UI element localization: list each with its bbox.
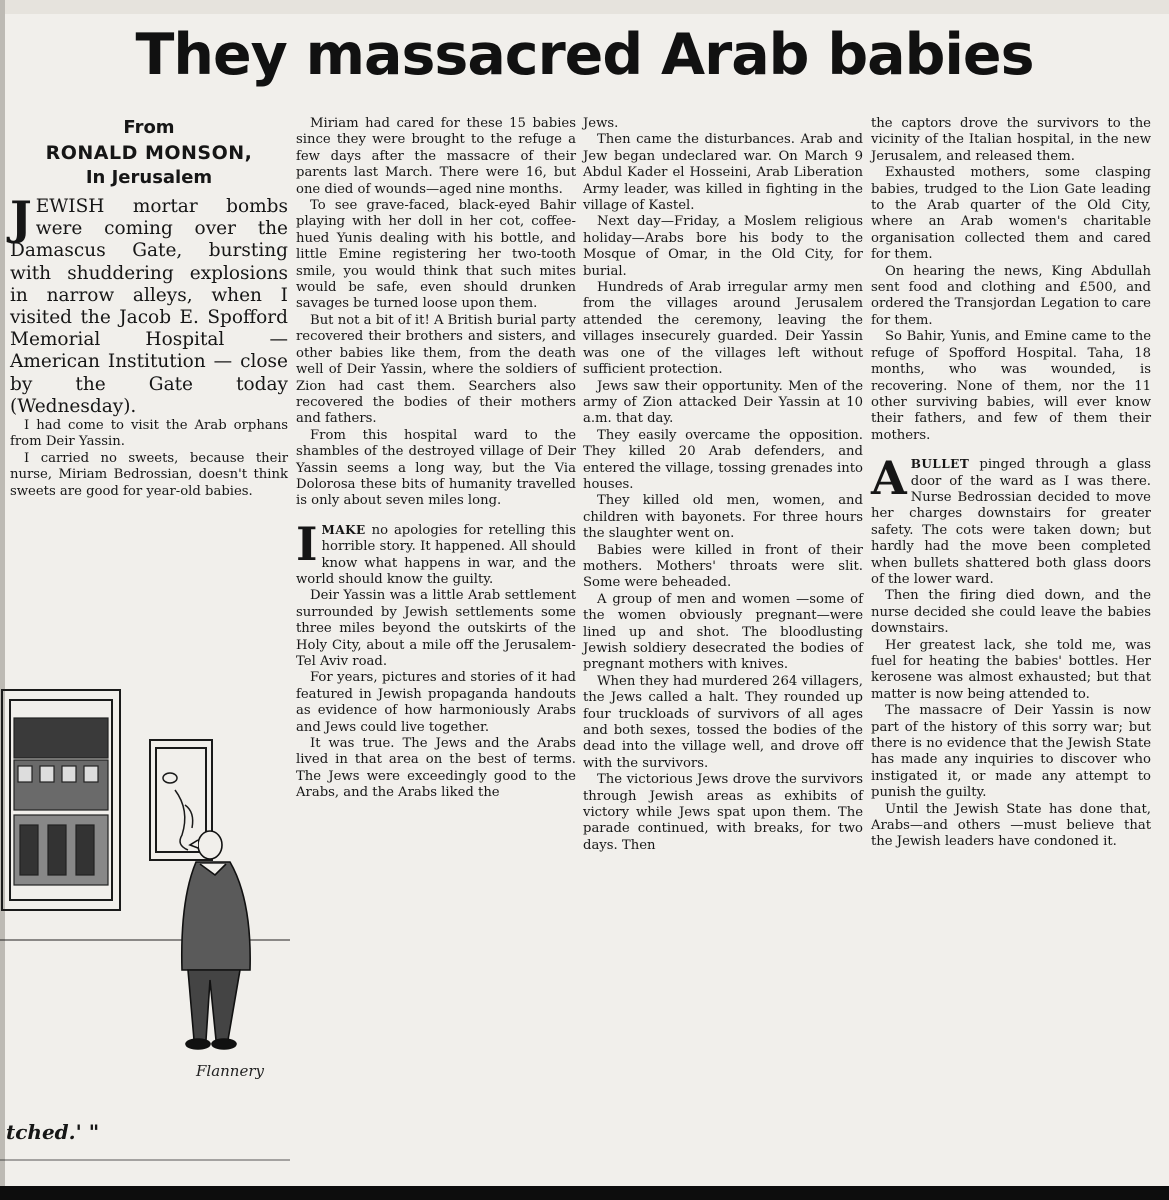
cartoon-illustration xyxy=(0,640,290,1185)
paragraph: From this hospital ward to the shambles of the destroyed village of Deir Yassin seems a long way, but the Via Dolorosa these bits of humanity travelled is only about seven miles long. xyxy=(296,427,576,509)
page-bottom-border xyxy=(0,1186,1169,1200)
cartoon-drawing xyxy=(0,640,290,1185)
cartoonist-signature: Flannery xyxy=(196,1062,264,1080)
lead-text: EWISH mortar bombs were coming over the Damascus Gate, bursting with shuddering explosions in narrow alleys, when I visited the Jacob E. Spofford Memorial Hospital — American Institution — close by the Gate today (Wednesday). xyxy=(10,196,288,417)
article-column-1 xyxy=(10,116,288,500)
paragraph: Then came the disturbances. Arab and Jew began undeclared war. On March 9 Abdul Kader el Hosseini, Arab Liberation Army leader, was killed in fighting in the village of Kastel. xyxy=(583,132,863,214)
byline-location: In Jerusalem xyxy=(85,167,213,188)
section-gap xyxy=(296,510,576,522)
paragraph: Jews saw their opportunity. Men of the army of Zion attacked Deir Yassin at 10 a.m. that day. xyxy=(583,378,863,427)
paragraph-dropcap xyxy=(296,516,576,589)
page-top-border xyxy=(0,0,1169,14)
cartoon-caption: tched.' " xyxy=(6,1120,100,1144)
paragraph: the captors drove the survivors to the vicinity of the Italian hospital, in the new Jerusalem, and released them. xyxy=(871,116,1151,164)
paragraph: I had come to visit the Arab orphans from Deir Yassin. xyxy=(10,418,288,450)
article-column-2 xyxy=(296,116,576,802)
paragraph: To see grave-faced, black-eyed Bahir playing with her doll in her cot, coffee-hued Yunis dealing with his bottle, and little Emine registering her two-tooth smile, you would think that such mites would be safe, even should drunken savages be turned loose upon them. xyxy=(296,198,576,312)
paragraph: Then the firing died down, and the nurse decided she could leave the babies downstairs. xyxy=(871,588,1151,637)
drop-cap: A xyxy=(871,451,907,506)
paragraph: Next day—Friday, a Moslem religious holiday—Arabs bore his body to the Mosque of Omar, in the Old City, for burial. xyxy=(583,214,863,279)
paragraph: Until the Jewish State has done that, Arabs—and others —must believe that the Jewish leaders have condoned it. xyxy=(871,801,1151,850)
paragraph: Jews. xyxy=(583,116,619,131)
article-column-3 xyxy=(583,116,863,854)
lead-paragraph xyxy=(10,191,288,418)
paragraph: They easily overcame the opposition. They killed 20 Arab defenders, and entered the village, tossing grenades into houses. xyxy=(583,427,863,492)
paragraph: Miriam had cared for these 15 babies since they were brought to the refuge a few days after the massacre of their parents last March. There were 16, but one died of wounds—aged nine months. xyxy=(296,116,576,197)
byline-from: From xyxy=(123,117,175,138)
paragraph: So Bahir, Yunis, and Emine came to the refuge of Spofford Hospital. Taha, 18 months, who was wounded, is recovering. None of them, nor the 11 other surviving babies, will ever know their fathers, and few of them their mothers. xyxy=(871,329,1151,443)
section-gap xyxy=(871,444,1151,456)
paragraph: I carried no sweets, because their nurse, Miriam Bedrossian, doesn't think sweets are good for year-old babies. xyxy=(10,450,288,499)
drop-cap: J xyxy=(10,191,32,245)
paragraph: On hearing the news, King Abdullah sent food and clothing and £500, and ordered the Transjordan Legation to care for them. xyxy=(871,263,1151,328)
paragraph: But not a bit of it! A British burial party recovered their brothers and sisters, and other babies like them, from the death well of Deir Yassin, where the soldiers of Zion had cast them. Searchers also recovered the bodies of their mothers and fathers. xyxy=(296,312,576,427)
article-column-4 xyxy=(871,116,1151,851)
paragraph: It was true. The Jews and the Arabs lived in that area on the best of terms. The Jews were exceedingly good to the Arabs, and the Arabs liked the xyxy=(296,736,576,801)
paragraph: Exhausted mothers, some clasping babies, trudged to the Lion Gate leading to the Arab quarter of the Old City, where an Arab women's charitable organisation collected them and cared for them. xyxy=(871,165,1151,263)
byline-author: RONALD MONSON, xyxy=(45,142,253,164)
paragraph: The massacre of Deir Yassin is now part of the history of this sorry war; but there is no evidence that the Jewish State has made any inquiries to discover who instigated it, or made any attempt to punish the guilty. xyxy=(871,703,1151,801)
drop-cap: I xyxy=(296,516,318,571)
paragraph: Babies were killed in front of their mothers. Mothers' throats were slit. Some were beheaded. xyxy=(583,542,863,591)
paragraph: A group of men and women —some of the women obviously pregnant—were lined up and shot. The bloodlusting Jewish soldiery desecrated the bodies of pregnant mothers with knives. xyxy=(583,591,863,673)
small-caps-lead: MAKE xyxy=(321,522,366,537)
paragraph: For years, pictures and stories of it had featured in Jewish propaganda handouts as evidence of how harmoniously Arabs and Jews could live together. xyxy=(296,670,576,735)
paragraph: The victorious Jews drove the survivors through Jewish areas as exhibits of victory while Jews spat upon them. The parade continued, with breaks, for two days. Then xyxy=(583,772,863,853)
paragraph: When they had murdered 264 villagers, the Jews called a halt. They rounded up four truckloads of survivors of all ages and both sexes, tossed the bodies of the dead into the village well, and drove off with the survivors. xyxy=(583,673,863,771)
paragraph-text: no apologies for retelling this horrible story. It happened. All should know what happens in war, and the world should know the guilty. xyxy=(296,522,576,587)
paragraph: Hundreds of Arab irregular army men from the villages around Jerusalem attended the ceremony, leaving the villages insecurely guarded. Deir Yassin was one of the villages left without sufficient protection. xyxy=(583,280,863,378)
paragraph-dropcap xyxy=(871,451,1151,588)
paragraph: They killed old men, women, and children with bayonets. For three hours the slaughter went on. xyxy=(583,493,863,542)
headline: They massacred Arab babies xyxy=(135,22,1034,88)
byline xyxy=(10,116,288,190)
small-caps-lead: BULLET xyxy=(910,457,970,472)
paragraph: Her greatest lack, she told me, was fuel for heating the babies' bottles. Her kerosene was almost exhausted; but that matter is now being attended to. xyxy=(871,637,1151,702)
paragraph-text: pinged through a glass door of the ward as I was there. Nurse Bedrossian decided to move her charges downstairs for greater safety. The cots were taken down; but hardly had the move been completed when bullets shattered both glass doors of the lower ward. xyxy=(871,457,1151,587)
paragraph: Deir Yassin was a little Arab settlement surrounded by Jewish settlements some three miles beyond the outskirts of the Holy City, about a mile off the Jerusalem-Tel Aviv road. xyxy=(296,588,576,669)
